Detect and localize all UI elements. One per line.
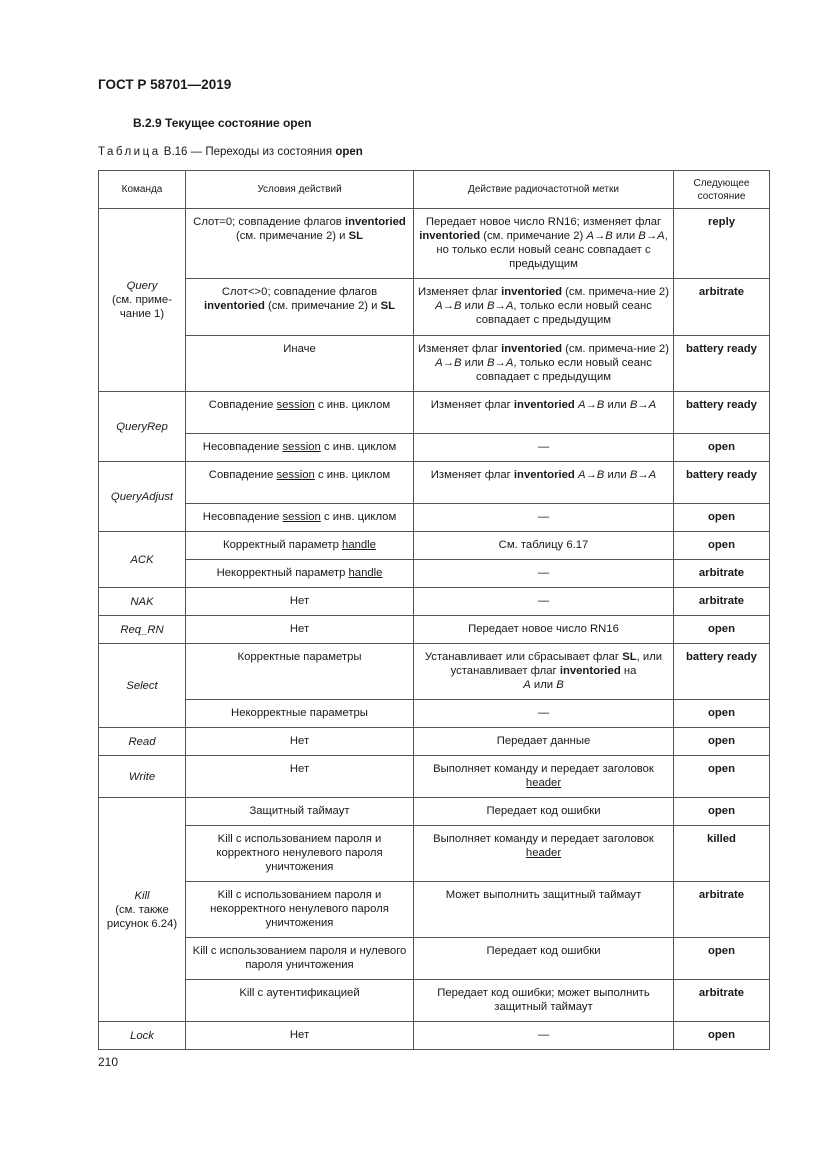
condition-cell: Kill с использованием пароля и нулевого пароля уничтожения (186, 938, 414, 980)
state-cell: arbitrate (674, 980, 770, 1022)
command-cell: QueryAdjust (99, 462, 186, 532)
table-row (99, 616, 770, 644)
col-header-command: Команда (99, 171, 186, 209)
action-cell: — (414, 434, 674, 462)
action-cell: Передает код ошибки (414, 938, 674, 980)
action-cell: Изменяет флаг inventoried (см. примеча-ние 2) A→B или B→A, только если новый сеанс совпадает с предыдущим (414, 336, 674, 392)
action-cell: Изменяет флаг inventoried A→B или B→A (414, 392, 674, 434)
action-cell: — (414, 504, 674, 532)
command-cell: QueryRep (99, 392, 186, 462)
command-cell: Select (99, 644, 186, 728)
condition-cell: Иначе (186, 336, 414, 392)
condition-cell: Слот<>0; совпадение флагов inventoried (см. примечание 2) и SL (186, 279, 414, 336)
condition-cell: Некорректный параметр handle (186, 560, 414, 588)
state-cell: arbitrate (674, 279, 770, 336)
state-cell: reply (674, 209, 770, 279)
table-row (99, 826, 770, 882)
action-cell: — (414, 700, 674, 728)
table-row (99, 980, 770, 1022)
section-title: B.2.9 Текущее состояние open (133, 116, 312, 130)
transitions-table (98, 170, 770, 1050)
action-cell: Передает код ошибки; может выполнить защитный таймаут (414, 980, 674, 1022)
col-header-action: Действие радиочастотной метки (414, 171, 674, 209)
state-cell: battery ready (674, 336, 770, 392)
condition-cell: Нет (186, 728, 414, 756)
state-cell: open (674, 728, 770, 756)
table-row (99, 938, 770, 980)
state-cell: open (674, 616, 770, 644)
col-header-next-state: Следующее состояние (674, 171, 770, 209)
condition-cell: Защитный таймаут (186, 798, 414, 826)
action-cell: Устанавливает или сбрасывает флаг SL, или устанавливает флаг inventoried на A или B (414, 644, 674, 700)
condition-cell: Нет (186, 756, 414, 798)
condition-cell: Слот=0; совпадение флагов inventoried (см. примечание 2) и SL (186, 209, 414, 279)
table-row (99, 462, 770, 504)
condition-cell: Совпадение session с инв. циклом (186, 462, 414, 504)
table-row (99, 700, 770, 728)
table-row (99, 504, 770, 532)
action-cell: — (414, 1022, 674, 1050)
state-cell: battery ready (674, 392, 770, 434)
action-cell: См. таблицу 6.17 (414, 532, 674, 560)
condition-cell: Корректные параметры (186, 644, 414, 700)
action-cell: Передает данные (414, 728, 674, 756)
state-cell: open (674, 938, 770, 980)
condition-cell: Корректный параметр handle (186, 532, 414, 560)
action-cell: Передает новое число RN16; изменяет флаг inventoried (см. примечание 2) A→B или B→A, но только если новый сеанс совпадает с предыдущим (414, 209, 674, 279)
command-cell: NAK (99, 588, 186, 616)
action-cell: Изменяет флаг inventoried (см. примеча-ние 2) A→B или B→A, только если новый сеанс совпадает с предыдущим (414, 279, 674, 336)
state-cell: arbitrate (674, 588, 770, 616)
table-row (99, 434, 770, 462)
table-row (99, 279, 770, 336)
action-cell: Передает код ошибки (414, 798, 674, 826)
table-row (99, 336, 770, 392)
condition-cell: Нет (186, 616, 414, 644)
state-cell: open (674, 798, 770, 826)
action-cell: Передает новое число RN16 (414, 616, 674, 644)
table-caption: Таблица B.16 — Переходы из состояния open (98, 146, 363, 158)
command-cell: ACK (99, 532, 186, 588)
table-row (99, 798, 770, 826)
col-header-conditions: Условия действий (186, 171, 414, 209)
condition-cell: Нет (186, 588, 414, 616)
command-cell: Query (см. приме-чание 1) (99, 209, 186, 392)
command-cell: Read (99, 728, 186, 756)
table-row (99, 756, 770, 798)
state-cell: open (674, 504, 770, 532)
condition-cell: Нет (186, 1022, 414, 1050)
table-row (99, 1022, 770, 1050)
action-cell: Выполняет команду и передает заголовок header (414, 756, 674, 798)
state-cell: arbitrate (674, 560, 770, 588)
condition-cell: Совпадение session с инв. циклом (186, 392, 414, 434)
state-cell: open (674, 434, 770, 462)
table-row (99, 392, 770, 434)
page-number: 210 (98, 1055, 119, 1069)
state-cell: open (674, 700, 770, 728)
table-row (99, 728, 770, 756)
table-row (99, 209, 770, 279)
table-row (99, 560, 770, 588)
table-row (99, 588, 770, 616)
table-row (99, 644, 770, 700)
state-cell: open (674, 756, 770, 798)
table-row (99, 882, 770, 938)
command-cell: Kill (см. также рисунок 6.24) (99, 798, 186, 1022)
condition-cell: Некорректные параметры (186, 700, 414, 728)
action-cell: — (414, 588, 674, 616)
action-cell: Выполняет команду и передает заголовок header (414, 826, 674, 882)
document-id: ГОСТ Р 58701—2019 (98, 77, 232, 92)
state-cell: battery ready (674, 462, 770, 504)
state-cell: killed (674, 826, 770, 882)
command-cell: Req_RN (99, 616, 186, 644)
condition-cell: Kill с аутентификацией (186, 980, 414, 1022)
table-header-row (99, 171, 770, 209)
command-cell: Write (99, 756, 186, 798)
state-cell: arbitrate (674, 882, 770, 938)
state-cell: battery ready (674, 644, 770, 700)
state-cell: open (674, 1022, 770, 1050)
state-cell: open (674, 532, 770, 560)
action-cell: — (414, 560, 674, 588)
action-cell: Может выполнить защитный таймаут (414, 882, 674, 938)
condition-cell: Несовпадение session с инв. циклом (186, 434, 414, 462)
condition-cell: Kill с использованием пароля и некорректного ненулевого пароля уничтожения (186, 882, 414, 938)
table-row (99, 532, 770, 560)
condition-cell: Kill с использованием пароля и корректного ненулевого пароля уничтожения (186, 826, 414, 882)
condition-cell: Несовпадение session с инв. циклом (186, 504, 414, 532)
command-cell: Lock (99, 1022, 186, 1050)
action-cell: Изменяет флаг inventoried A→B или B→A (414, 462, 674, 504)
